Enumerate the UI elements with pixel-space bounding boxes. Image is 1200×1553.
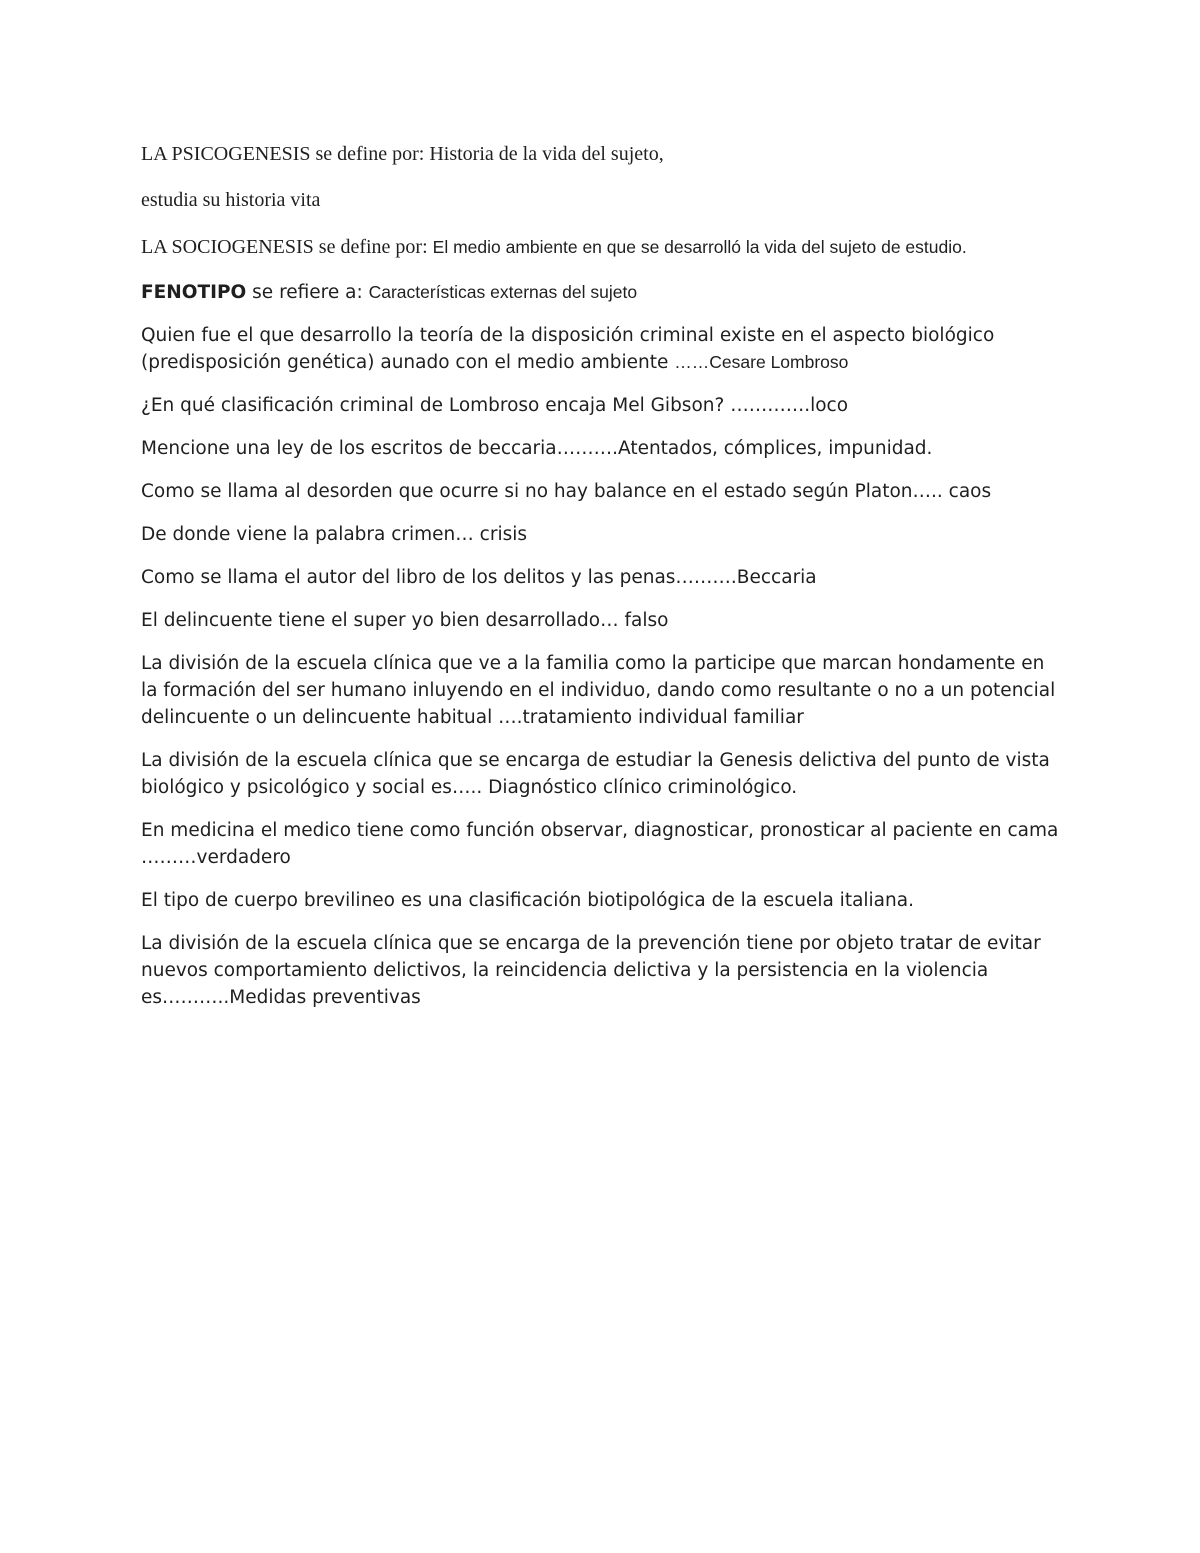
paragraph-text: De donde viene la palabra crimen… crisis bbox=[141, 524, 527, 545]
question-text: Quien fue el que desarrollo la teoría de la disposición criminal existe en el aspecto biológico (predisposición genética) aunado con el medio ambiente bbox=[141, 325, 995, 373]
paragraph-text: LA PSICOGENESIS se define por: Historia de la vida del sujeto, bbox=[141, 143, 664, 165]
paragraph-text: estudia su historia vita bbox=[141, 189, 321, 211]
paragraph-super-yo bbox=[141, 607, 1061, 634]
answer-text: ……Cesare Lombroso bbox=[674, 352, 849, 372]
paragraph-disposicion-criminal bbox=[141, 322, 1061, 376]
paragraph-text: La división de la escuela clínica que ve a la familia como la participe que marcan hondamente en la formación del ser humano inluyendo en el individuo, dando como resultante o no a un potencial delincuente o un delincuente habitual ….tratamiento individual familiar bbox=[141, 653, 1056, 728]
paragraph-text: En medicina el medico tiene como función observar, diagnosticar, pronosticar al paciente en cama ………verdadero bbox=[141, 820, 1059, 868]
paragraph-historia-vita bbox=[141, 187, 1061, 214]
paragraph-beccaria-autor bbox=[141, 564, 1061, 591]
paragraph-mel-gibson bbox=[141, 392, 1061, 419]
paragraph-text: Mencione una ley de los escritos de beccaria……….Atentados, cómplices, impunidad. bbox=[141, 438, 933, 459]
paragraph-psicogenesis bbox=[141, 141, 1061, 168]
paragraph-crimen-crisis bbox=[141, 521, 1061, 548]
paragraph-platon-caos bbox=[141, 478, 1061, 505]
paragraph-sociogenesis bbox=[141, 234, 1061, 261]
answer-text: Características externas del sujeto bbox=[368, 282, 638, 302]
paragraph-text: Como se llama al desorden que ocurre si no hay balance en el estado según Platon….. caos bbox=[141, 481, 992, 502]
paragraph-text: El delincuente tiene el super yo bien desarrollado… falso bbox=[141, 610, 669, 631]
paragraph-fenotipo bbox=[141, 279, 1061, 306]
paragraph-text: El tipo de cuerpo brevilineo es una clasificación biotipológica de la escuela italiana. bbox=[141, 890, 914, 911]
paragraph-prevencion bbox=[141, 930, 1061, 1011]
answer-text: El medio ambiente en que se desarrolló la vida del sujeto de estudio. bbox=[432, 237, 967, 257]
question-text: se refiere a: bbox=[246, 282, 369, 303]
question-text: LA SOCIOGENESIS se define por: bbox=[141, 236, 433, 258]
paragraph-tratamiento-familiar bbox=[141, 650, 1061, 731]
paragraph-beccaria-ley bbox=[141, 435, 1061, 462]
paragraph-brevilineo bbox=[141, 887, 1061, 914]
paragraph-medicina bbox=[141, 817, 1061, 871]
paragraph-text: La división de la escuela clínica que se encarga de la prevención tiene por objeto tratar de evitar nuevos comportamiento delictivos, la reincidencia delictiva y la persistencia en la violencia es………..Medidas preventivas bbox=[141, 933, 1041, 1008]
document-body bbox=[141, 141, 1061, 1027]
paragraph-text: ¿En qué clasificación criminal de Lombroso encaja Mel Gibson? ………….loco bbox=[141, 395, 849, 416]
term-text: FENOTIPO bbox=[141, 282, 247, 303]
paragraph-diagnostico bbox=[141, 747, 1061, 801]
paragraph-text: La división de la escuela clínica que se encarga de estudiar la Genesis delictiva del punto de vista biológico y psicológico y social es….. Diagnóstico clínico criminológico. bbox=[141, 750, 1050, 798]
paragraph-text: Como se llama el autor del libro de los delitos y las penas……….Beccaria bbox=[141, 567, 817, 588]
